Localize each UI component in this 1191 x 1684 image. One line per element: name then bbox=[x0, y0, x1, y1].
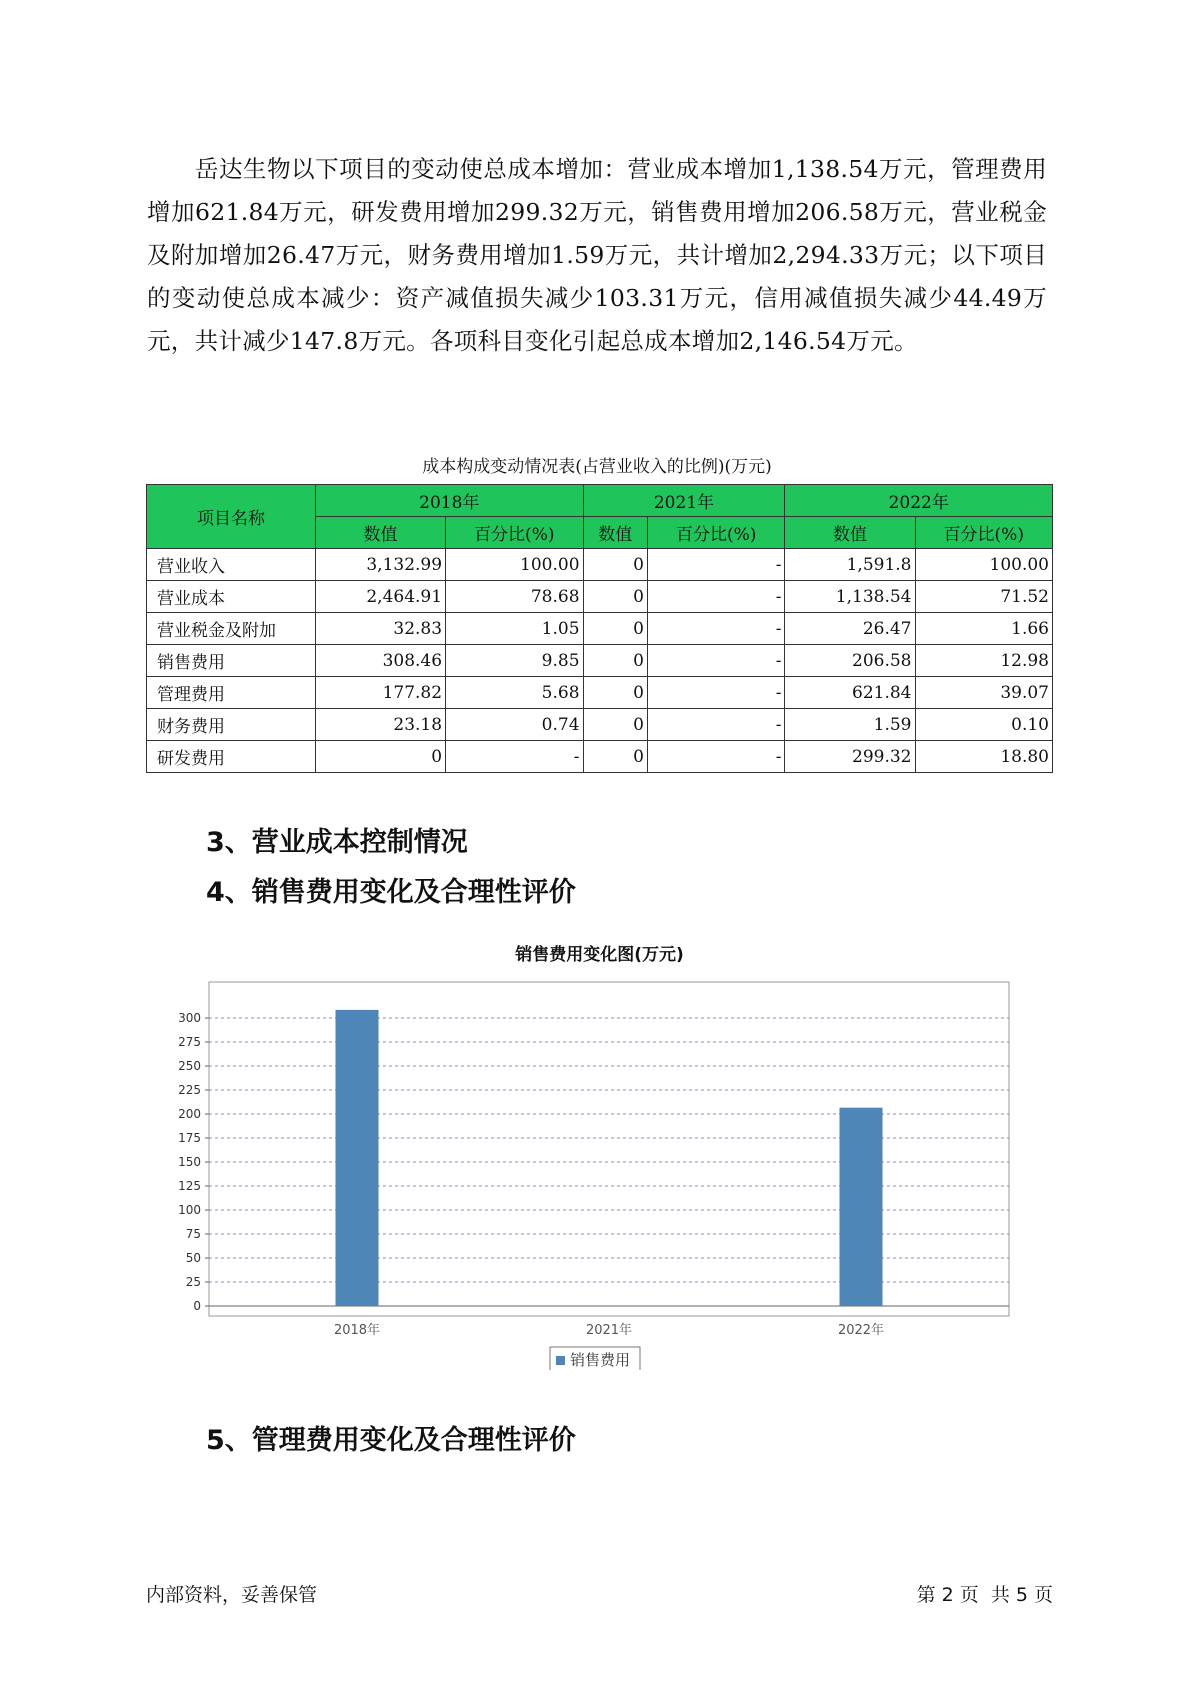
table-cell: 0 bbox=[583, 549, 647, 581]
table-cell: 2,464.91 bbox=[316, 581, 446, 613]
table-body bbox=[147, 549, 1053, 773]
table-cell: 1.59 bbox=[785, 709, 915, 741]
plot-area bbox=[209, 982, 1009, 1316]
table-cell: 0 bbox=[583, 741, 647, 773]
bar bbox=[840, 1108, 883, 1306]
table-cell: - bbox=[647, 613, 784, 645]
y-tick-label: 175 bbox=[178, 1131, 201, 1145]
y-tick-label: 125 bbox=[178, 1179, 201, 1193]
header-year-2021: 2021年 bbox=[583, 485, 785, 517]
table-cell: 206.58 bbox=[785, 645, 915, 677]
row-label: 营业税金及附加 bbox=[147, 613, 316, 645]
row-label: 销售费用 bbox=[147, 645, 316, 677]
y-tick-label: 100 bbox=[178, 1203, 201, 1217]
y-tick-label: 300 bbox=[178, 1011, 201, 1025]
section-heading-3: 3、营业成本控制情况 bbox=[206, 827, 468, 858]
table-cell: 78.68 bbox=[446, 581, 583, 613]
row-label: 研发费用 bbox=[147, 741, 316, 773]
y-tick-label: 200 bbox=[178, 1107, 201, 1121]
table-cell: - bbox=[647, 709, 784, 741]
subheader-percent: 百分比(%) bbox=[915, 517, 1053, 549]
table-cell: 621.84 bbox=[785, 677, 915, 709]
table-cell: 0 bbox=[316, 741, 446, 773]
table-cell: 71.52 bbox=[915, 581, 1053, 613]
body-paragraph: 岳达生物以下项目的变动使总成本增加：营业成本增加1,138.54万元，管理费用增加621.84万元，研发费用增加299.32万元，销售费用增加206.58万元，营业税金及附加增加26.47万元，财务费用增加1.59万元，共计增加2,294.33万元；以下项目的变动使总成本减少：资产减值损失减少103.31万元，信用减值损失减少44.49万元，共计减少147.8万元。各项科目变化引起总成本增加2,146.54万元。 bbox=[147, 155, 1047, 355]
y-tick-label: 275 bbox=[178, 1035, 201, 1049]
table-cell: - bbox=[647, 741, 784, 773]
table-cell: 12.98 bbox=[915, 645, 1053, 677]
table-cell: 0 bbox=[583, 645, 647, 677]
y-tick-label: 25 bbox=[185, 1275, 201, 1289]
table-cell: 0 bbox=[583, 613, 647, 645]
table-cell: 1.66 bbox=[915, 613, 1053, 645]
table-cell: 177.82 bbox=[316, 677, 446, 709]
subheader-value: 数值 bbox=[316, 517, 446, 549]
table-row bbox=[147, 741, 1053, 773]
x-tick-label: 2022年 bbox=[837, 1323, 885, 1338]
y-tick-label: 250 bbox=[178, 1059, 201, 1073]
table-cell: 5.68 bbox=[446, 677, 583, 709]
table-cell: 1,138.54 bbox=[785, 581, 915, 613]
table-cell: - bbox=[647, 677, 784, 709]
chart-legend bbox=[550, 1347, 640, 1370]
header-item-name: 项目名称 bbox=[147, 485, 316, 549]
table-cell: 0.74 bbox=[446, 709, 583, 741]
y-tick-label: 75 bbox=[185, 1227, 201, 1241]
table-cell: 32.83 bbox=[316, 613, 446, 645]
row-label: 管理费用 bbox=[147, 677, 316, 709]
header-year-2018: 2018年 bbox=[316, 485, 584, 517]
subheader-value: 数值 bbox=[785, 517, 915, 549]
table-row bbox=[147, 645, 1053, 677]
y-tick-label: 50 bbox=[185, 1251, 201, 1265]
sales-expense-chart bbox=[146, 970, 1053, 1370]
table-cell: - bbox=[647, 549, 784, 581]
table-row bbox=[147, 549, 1053, 581]
cost-table bbox=[146, 484, 1053, 773]
footer-page-number: 第 2 页 共 5 页 bbox=[916, 1584, 1053, 1606]
table-cell: 23.18 bbox=[316, 709, 446, 741]
table-cell: 299.32 bbox=[785, 741, 915, 773]
table-cell: 9.85 bbox=[446, 645, 583, 677]
row-label: 财务费用 bbox=[147, 709, 316, 741]
legend-label: 销售费用 bbox=[570, 1351, 631, 1369]
table-cell: 308.46 bbox=[316, 645, 446, 677]
legend-swatch bbox=[556, 1356, 565, 1365]
table-cell: 100.00 bbox=[915, 549, 1053, 581]
table-cell: 1,591.8 bbox=[785, 549, 915, 581]
subheader-percent: 百分比(%) bbox=[647, 517, 784, 549]
header-year-2022: 2022年 bbox=[785, 485, 1053, 517]
table-cell: 0 bbox=[583, 677, 647, 709]
table-cell: 0 bbox=[583, 709, 647, 741]
table-cell: 18.80 bbox=[915, 741, 1053, 773]
table-row bbox=[147, 677, 1053, 709]
table-cell: - bbox=[446, 741, 583, 773]
table-cell: - bbox=[647, 645, 784, 677]
table-row bbox=[147, 709, 1053, 741]
table-cell: 0 bbox=[583, 581, 647, 613]
table-header-row bbox=[147, 485, 1053, 517]
table-cell: 39.07 bbox=[915, 677, 1053, 709]
x-tick-label: 2018年 bbox=[333, 1323, 381, 1338]
y-tick-label: 150 bbox=[178, 1155, 201, 1169]
bar bbox=[336, 1010, 379, 1306]
chart-title: 销售费用变化图(万元) bbox=[515, 945, 684, 965]
row-label: 营业成本 bbox=[147, 581, 316, 613]
table-cell: 0.10 bbox=[915, 709, 1053, 741]
table-row bbox=[147, 613, 1053, 645]
table-cell: 3,132.99 bbox=[316, 549, 446, 581]
x-tick-label: 2021年 bbox=[585, 1323, 633, 1338]
section-heading-5: 5、管理费用变化及合理性评价 bbox=[206, 1425, 576, 1456]
y-tick-label: 225 bbox=[178, 1083, 201, 1097]
row-label: 营业收入 bbox=[147, 549, 316, 581]
footer-confidential: 内部资料，妥善保管 bbox=[146, 1584, 318, 1606]
y-tick-label: 0 bbox=[193, 1299, 201, 1313]
table-cell: - bbox=[647, 581, 784, 613]
table-cell: 26.47 bbox=[785, 613, 915, 645]
table-cell: 1.05 bbox=[446, 613, 583, 645]
table-cell: 100.00 bbox=[446, 549, 583, 581]
section-heading-4: 4、销售费用变化及合理性评价 bbox=[206, 877, 576, 908]
subheader-value: 数值 bbox=[583, 517, 647, 549]
table-row bbox=[147, 581, 1053, 613]
table-caption: 成本构成变动情况表(占营业收入的比例)(万元) bbox=[422, 457, 772, 477]
subheader-percent: 百分比(%) bbox=[446, 517, 583, 549]
